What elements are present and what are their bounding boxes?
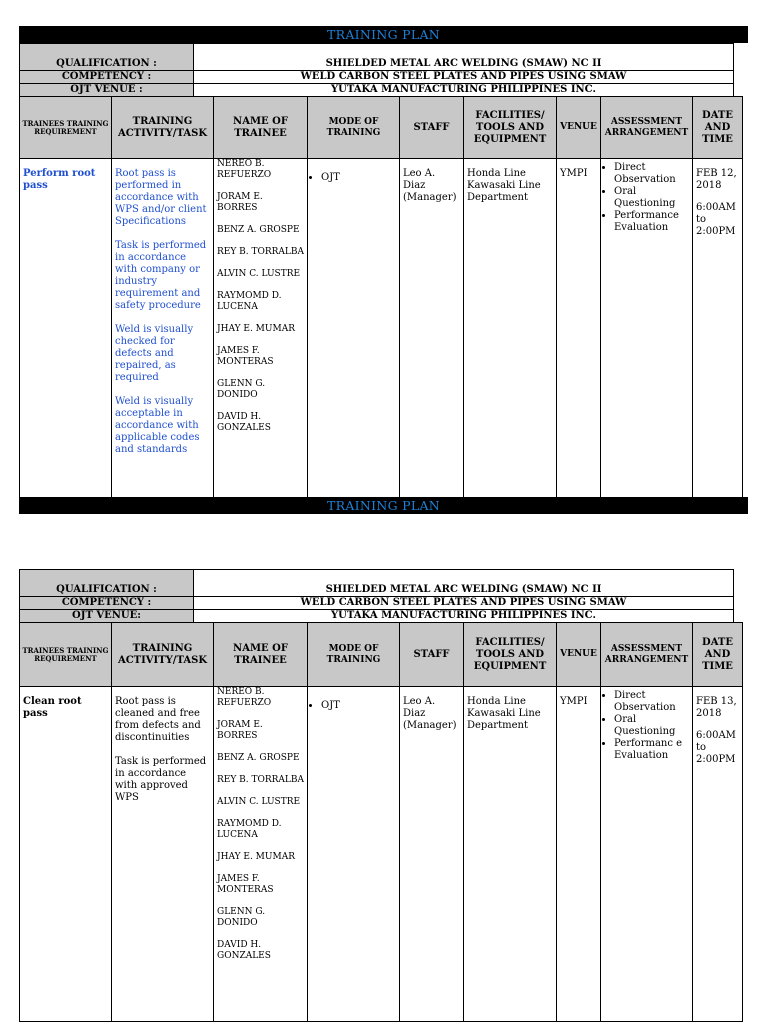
trainee-name: NEREO B. REFUERZO bbox=[217, 159, 272, 180]
col-requirement: TRAINEES TRAINING REQUIREMENT bbox=[20, 623, 112, 687]
col-trainee: NAME OF TRAINEE bbox=[214, 623, 308, 687]
col-facilities: FACILITIES/ TOOLS AND EQUIPMENT bbox=[464, 97, 557, 159]
time-text: 6:00AM to 2:00PM bbox=[696, 202, 736, 237]
activity-item: Task is performed in accordance with company or industry requirement and safety procedure bbox=[115, 240, 207, 311]
ojt-venue-label: OJT VENUE: bbox=[20, 610, 194, 623]
col-requirement: TRAINEES TRAINING REQUIREMENT bbox=[20, 97, 112, 159]
assessment-item: • Performanc e Evaluation bbox=[614, 738, 689, 762]
requirement-text: Perform root pass bbox=[23, 168, 96, 191]
qualification-value: SHIELDED METAL ARC WELDING (SMAW) NC II bbox=[194, 44, 734, 71]
col-mode: MODE OF TRAINING bbox=[308, 623, 400, 687]
trainee-name: JORAM E. BORRES bbox=[217, 192, 263, 213]
ojt-venue-value: YUTAKA MANUFACTURING PHILIPPINES INC. bbox=[194, 610, 734, 623]
time-text: 6:00AM to 2:00PM bbox=[696, 730, 736, 765]
venue-text: YMPI bbox=[560, 168, 588, 179]
ojt-venue-label: OJT VENUE : bbox=[20, 84, 194, 97]
competency-value: WELD CARBON STEEL PLATES AND PIPES USING SMAW bbox=[194, 597, 734, 610]
staff-text: Leo A. Diaz (Manager) bbox=[403, 696, 457, 731]
activity-item: Weld is visually checked for defects and repaired, as required bbox=[115, 324, 194, 383]
col-date: DATE AND TIME bbox=[693, 97, 743, 159]
trainee-name: GLENN G. DONIDO bbox=[217, 379, 266, 400]
staff-text: Leo A. Diaz (Manager) bbox=[403, 168, 457, 203]
trainee-name: JHAY E. MUMAR bbox=[217, 324, 295, 334]
plan-table bbox=[19, 622, 743, 1022]
qualification-label: QUALIFICATION : bbox=[20, 570, 194, 597]
competency-value: WELD CARBON STEEL PLATES AND PIPES USING SMAW bbox=[194, 71, 734, 84]
trainee-name: JORAM E. BORRES bbox=[217, 720, 263, 741]
col-assessment: ASSESSMENT ARRANGEMENT bbox=[601, 97, 693, 159]
trainee-name: JAMES F. MONTERAS bbox=[217, 346, 274, 367]
trainee-name: BENZ A. GROSPE bbox=[217, 753, 300, 763]
trainee-name: REY B. TORRALBA bbox=[217, 775, 305, 785]
info-table bbox=[19, 43, 734, 97]
trainee-name: ALVIN C. LUSTRE bbox=[217, 269, 301, 279]
mode-item: • OJT bbox=[321, 172, 396, 184]
trainee-name: JHAY E. MUMAR bbox=[217, 852, 295, 862]
trainee-name: GLENN G. DONIDO bbox=[217, 907, 266, 928]
competency-label: COMPETENCY : bbox=[20, 597, 194, 610]
assessment-item: • Oral Questioning bbox=[614, 186, 689, 210]
col-mode: MODE OF TRAINING bbox=[308, 97, 400, 159]
activity-item: Root pass is performed in accordance with WPS and/or client Specifications bbox=[115, 168, 207, 227]
activity-item: Weld is visually acceptable in accordance with applicable codes and standards bbox=[115, 396, 200, 455]
trainee-name: JAMES F. MONTERAS bbox=[217, 874, 274, 895]
trainee-name: BENZ A. GROSPE bbox=[217, 225, 300, 235]
assessment-item: • Direct Observation bbox=[614, 162, 689, 186]
venue-text: YMPI bbox=[560, 696, 588, 707]
competency-label: COMPETENCY : bbox=[20, 71, 194, 84]
training-plan-banner: TRAINING PLAN bbox=[19, 26, 748, 43]
trainee-name: DAVID H. GONZALES bbox=[217, 412, 271, 433]
requirement-text: Clean root pass bbox=[23, 696, 82, 719]
assessment-item: • Performance Evaluation bbox=[614, 210, 689, 234]
date-text: FEB 12, 2018 bbox=[696, 168, 737, 191]
plan-table bbox=[19, 96, 743, 498]
activity-item: Task is performed in accordance with approved WPS bbox=[115, 756, 207, 803]
facilities-text: Honda Line Kawasaki Line Department bbox=[467, 168, 541, 203]
info-table bbox=[19, 569, 734, 623]
training-plan-banner: TRAINING PLAN bbox=[19, 497, 748, 514]
trainee-name: REY B. TORRALBA bbox=[217, 247, 305, 257]
col-activity: TRAINING ACTIVITY/TASK bbox=[112, 97, 214, 159]
col-venue: VENUE bbox=[557, 97, 601, 159]
assessment-item: • Direct Observation bbox=[614, 690, 689, 714]
trainee-name: NEREO B. REFUERZO bbox=[217, 687, 272, 708]
trainee-name: DAVID H. GONZALES bbox=[217, 940, 271, 961]
facilities-text: Honda Line Kawasaki Line Department bbox=[467, 696, 541, 731]
mode-item: • OJT bbox=[321, 700, 396, 712]
col-venue: VENUE bbox=[557, 623, 601, 687]
trainee-name: RAYMOMD D. LUCENA bbox=[217, 291, 282, 312]
qualification-label: QUALIFICATION : bbox=[20, 44, 194, 71]
col-facilities: FACILITIES/ TOOLS AND EQUIPMENT bbox=[464, 623, 557, 687]
col-trainee: NAME OF TRAINEE bbox=[214, 97, 308, 159]
col-staff: STAFF bbox=[400, 97, 464, 159]
activity-item: Root pass is cleaned and free from defects and discontinuities bbox=[115, 696, 201, 743]
trainee-name: ALVIN C. LUSTRE bbox=[217, 797, 301, 807]
assessment-item: • Oral Questioning bbox=[614, 714, 689, 738]
ojt-venue-value: YUTAKA MANUFACTURING PHILIPPINES INC. bbox=[194, 84, 734, 97]
col-activity: TRAINING ACTIVITY/TASK bbox=[112, 623, 214, 687]
date-text: FEB 13, 2018 bbox=[696, 696, 737, 719]
trainee-name: RAYMOMD D. LUCENA bbox=[217, 819, 282, 840]
col-assessment: ASSESSMENT ARRANGEMENT bbox=[601, 623, 693, 687]
col-staff: STAFF bbox=[400, 623, 464, 687]
qualification-value: SHIELDED METAL ARC WELDING (SMAW) NC II bbox=[194, 570, 734, 597]
col-date: DATE AND TIME bbox=[693, 623, 743, 687]
